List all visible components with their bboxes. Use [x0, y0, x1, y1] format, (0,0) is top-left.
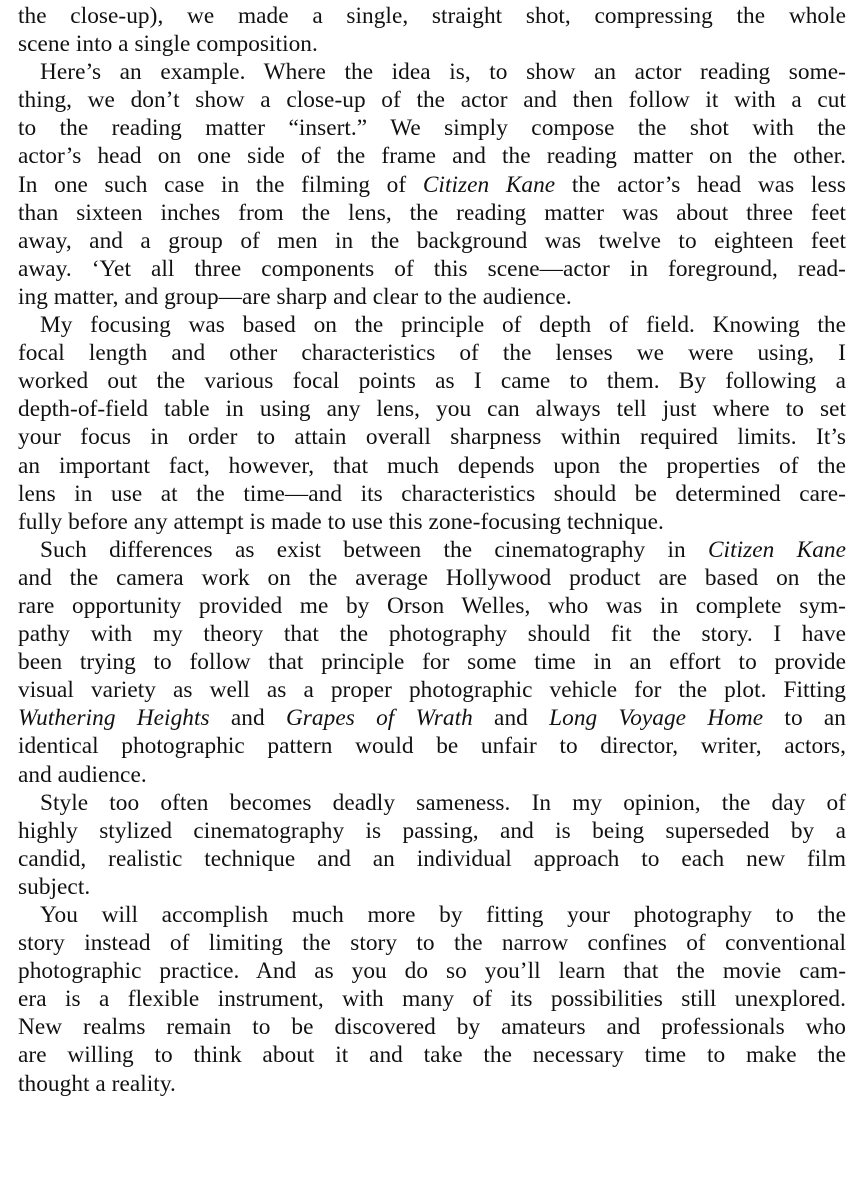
text-run: than sixteen inches from the lens, the reading matter was about three feet [18, 199, 846, 226]
text-run: your focus in order to attain overall sharpness within required limits. It’s [18, 424, 846, 451]
text-line [18, 592, 846, 620]
text-line [18, 929, 846, 957]
text-line [18, 2, 846, 30]
text-line [18, 199, 846, 227]
text-run: been trying to follow that principle for some time in an effort to provide [18, 649, 846, 676]
text-run: photographic practice. And as you do so you’ll learn that the movie cam- [18, 958, 846, 985]
text-line [18, 901, 846, 929]
text-run: to an [763, 705, 847, 732]
text-line [18, 339, 846, 367]
text-line [18, 58, 846, 86]
text-run: era is a flexible instrument, with many of its possibilities still unexplored. [18, 986, 846, 1013]
text-line [18, 845, 846, 873]
text-run: visual variety as well as a proper photographic vehicle for the plot. Fitting [18, 677, 846, 704]
text-line [18, 1041, 846, 1069]
text-line [18, 789, 846, 817]
text-line [18, 1070, 846, 1098]
text-run: ing matter, and group—are sharp and clear to the audience. [18, 283, 572, 310]
italic-title: Wuthering Heights [18, 705, 210, 732]
paragraph [18, 311, 846, 536]
text-run: In one such case in the filming of [18, 171, 423, 198]
text-run: identical photographic pattern would be unfair to director, writer, actors, [18, 733, 846, 760]
text-line [18, 732, 846, 760]
text-line [18, 367, 846, 395]
paragraph [18, 901, 846, 1098]
text-line [18, 452, 846, 480]
text-line [18, 86, 846, 114]
text-run: scene into a single composition. [18, 31, 318, 58]
text-line [18, 255, 846, 283]
text-run: worked out the various focal points as I came to them. By following a [18, 368, 846, 395]
italic-title: Citizen Kane [707, 536, 846, 563]
text-line [18, 227, 846, 255]
text-line [18, 704, 846, 732]
text-run: My focusing was based on the principle of depth of field. Knowing the [40, 312, 846, 339]
text-run: pathy with my theory that the photography should fit the story. I have [18, 621, 846, 648]
text-run: actor’s head on one side of the frame and the reading matter on the other. [18, 143, 846, 170]
text-run: and [472, 705, 550, 732]
text-line [18, 283, 846, 311]
text-run: subject. [18, 873, 91, 900]
text-run: an important fact, however, that much depends upon the properties of the [18, 452, 846, 479]
text-line [18, 817, 846, 845]
text-run: and the camera work on the average Hollywood product are based on the [18, 564, 846, 591]
text-run: depth-of-field table in using any lens, you can always tell just where to set [18, 396, 846, 423]
text-run: Such differences as exist between the cinematography in [40, 536, 708, 563]
text-line [18, 676, 846, 704]
text-line [18, 873, 846, 901]
text-line [18, 536, 846, 564]
text-line [18, 508, 846, 536]
text-line [18, 648, 846, 676]
text-line [18, 761, 846, 789]
text-run: and [209, 705, 286, 732]
text-run: You will accomplish much more by fitting your photography to the [40, 902, 846, 928]
text-line [18, 395, 846, 423]
text-line [18, 1013, 846, 1041]
text-line [18, 142, 846, 170]
text-run: Style too often becomes deadly sameness. In my opinion, the day of [40, 789, 846, 816]
text-run: candid, realistic technique and an individual approach to each new film [18, 845, 846, 872]
text-run: New realms remain to be discovered by amateurs and professionals who [18, 1014, 846, 1041]
text-run: away. ‘Yet all three components of this scene—actor in foreground, read- [18, 255, 846, 282]
text-line [18, 423, 846, 451]
italic-title: Grapes of Wrath [285, 705, 473, 732]
text-run: focal length and other characteristics of the lenses we were using, I [18, 340, 846, 367]
text-run: the actor’s head was less [555, 171, 846, 198]
text-run: fully before any attempt is made to use this zone-focusing technique. [18, 508, 664, 535]
text-run: to the reading matter “insert.” We simply compose the shot with the [18, 115, 846, 142]
text-run: highly stylized cinematography is passing, and is being superseded by a [18, 817, 846, 844]
text-line [18, 564, 846, 592]
text-run: away, and a group of men in the background was twelve to eighteen feet [18, 227, 846, 254]
text-run: and audience. [18, 761, 147, 788]
paragraph [18, 789, 846, 901]
text-run: thing, we don’t show a close-up of the actor and then follow it with a cut [18, 87, 846, 114]
text-line [18, 311, 846, 339]
paragraph [18, 536, 846, 789]
italic-title: Long Voyage Home [549, 705, 764, 732]
paragraph [18, 2, 846, 58]
italic-title: Citizen Kane [422, 171, 556, 198]
document-page [18, 2, 846, 1098]
text-line [18, 985, 846, 1013]
text-run: thought a reality. [18, 1070, 176, 1097]
paragraph [18, 58, 846, 311]
text-run: the close-up), we made a single, straight shot, compressing the whole [18, 3, 846, 29]
text-line [18, 171, 846, 199]
text-line [18, 30, 846, 58]
text-run: Here’s an example. Where the idea is, to show an actor reading some- [40, 59, 846, 86]
text-line [18, 480, 846, 508]
text-run: lens in use at the time—and its characteristics should be determined care- [18, 480, 846, 507]
text-line [18, 620, 846, 648]
text-line [18, 114, 846, 142]
text-run: are willing to think about it and take the necessary time to make the [18, 1042, 846, 1069]
text-line [18, 957, 846, 985]
text-run: story instead of limiting the story to the narrow confines of conventional [18, 930, 846, 957]
text-run: rare opportunity provided me by Orson Welles, who was in complete sym- [18, 592, 846, 619]
